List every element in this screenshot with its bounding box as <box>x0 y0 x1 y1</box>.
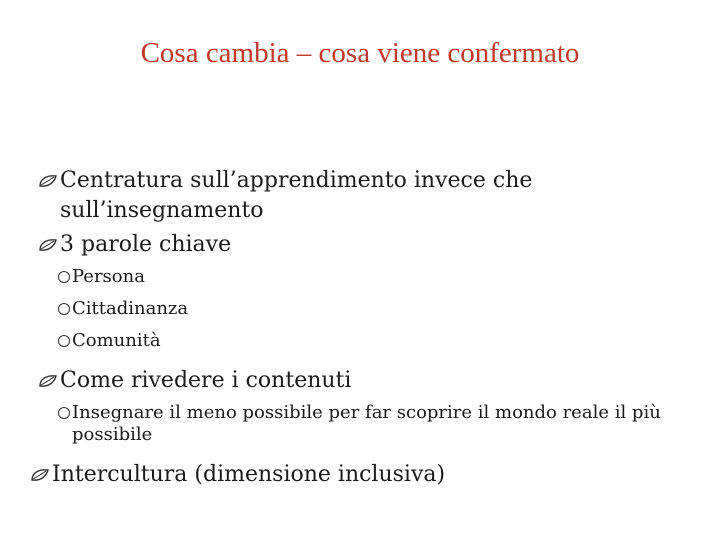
slide-title: Cosa cambia – cosa viene confermato <box>140 37 580 69</box>
leaf-bullet-icon <box>38 174 58 188</box>
sub-bullet-item <box>34 330 674 352</box>
bullet-item <box>34 230 674 260</box>
bullet-text: Centratura sull’apprendimento invece che sull’insegnamento <box>60 168 533 223</box>
sub-bullet-text: Persona <box>72 266 145 287</box>
sub-bullet-item <box>34 266 674 288</box>
circle-bullet-icon <box>58 303 70 315</box>
bullet-text: 3 parole chiave <box>60 232 232 257</box>
leaf-bullet-icon <box>38 238 58 252</box>
bullet-item <box>26 460 674 490</box>
bullet-list <box>34 166 674 494</box>
circle-bullet-icon <box>58 407 70 419</box>
sub-bullet-text: Insegnare il meno possibile per far scoprire il mondo reale il più possibile <box>72 402 661 445</box>
bullet-item <box>34 366 674 396</box>
bullet-text: Come rivedere i contenuti <box>60 368 352 393</box>
circle-bullet-icon <box>58 335 70 347</box>
circle-bullet-icon <box>58 271 70 283</box>
bullet-item <box>34 166 674 226</box>
bullet-text: Intercultura (dimensione inclusiva) <box>52 462 446 487</box>
sub-bullet-text: Comunità <box>72 330 161 351</box>
leaf-bullet-icon <box>30 468 50 482</box>
sub-bullet-text: Cittadinanza <box>72 298 189 319</box>
sub-bullet-item <box>34 402 674 446</box>
sub-bullet-item <box>34 298 674 320</box>
leaf-bullet-icon <box>38 374 58 388</box>
